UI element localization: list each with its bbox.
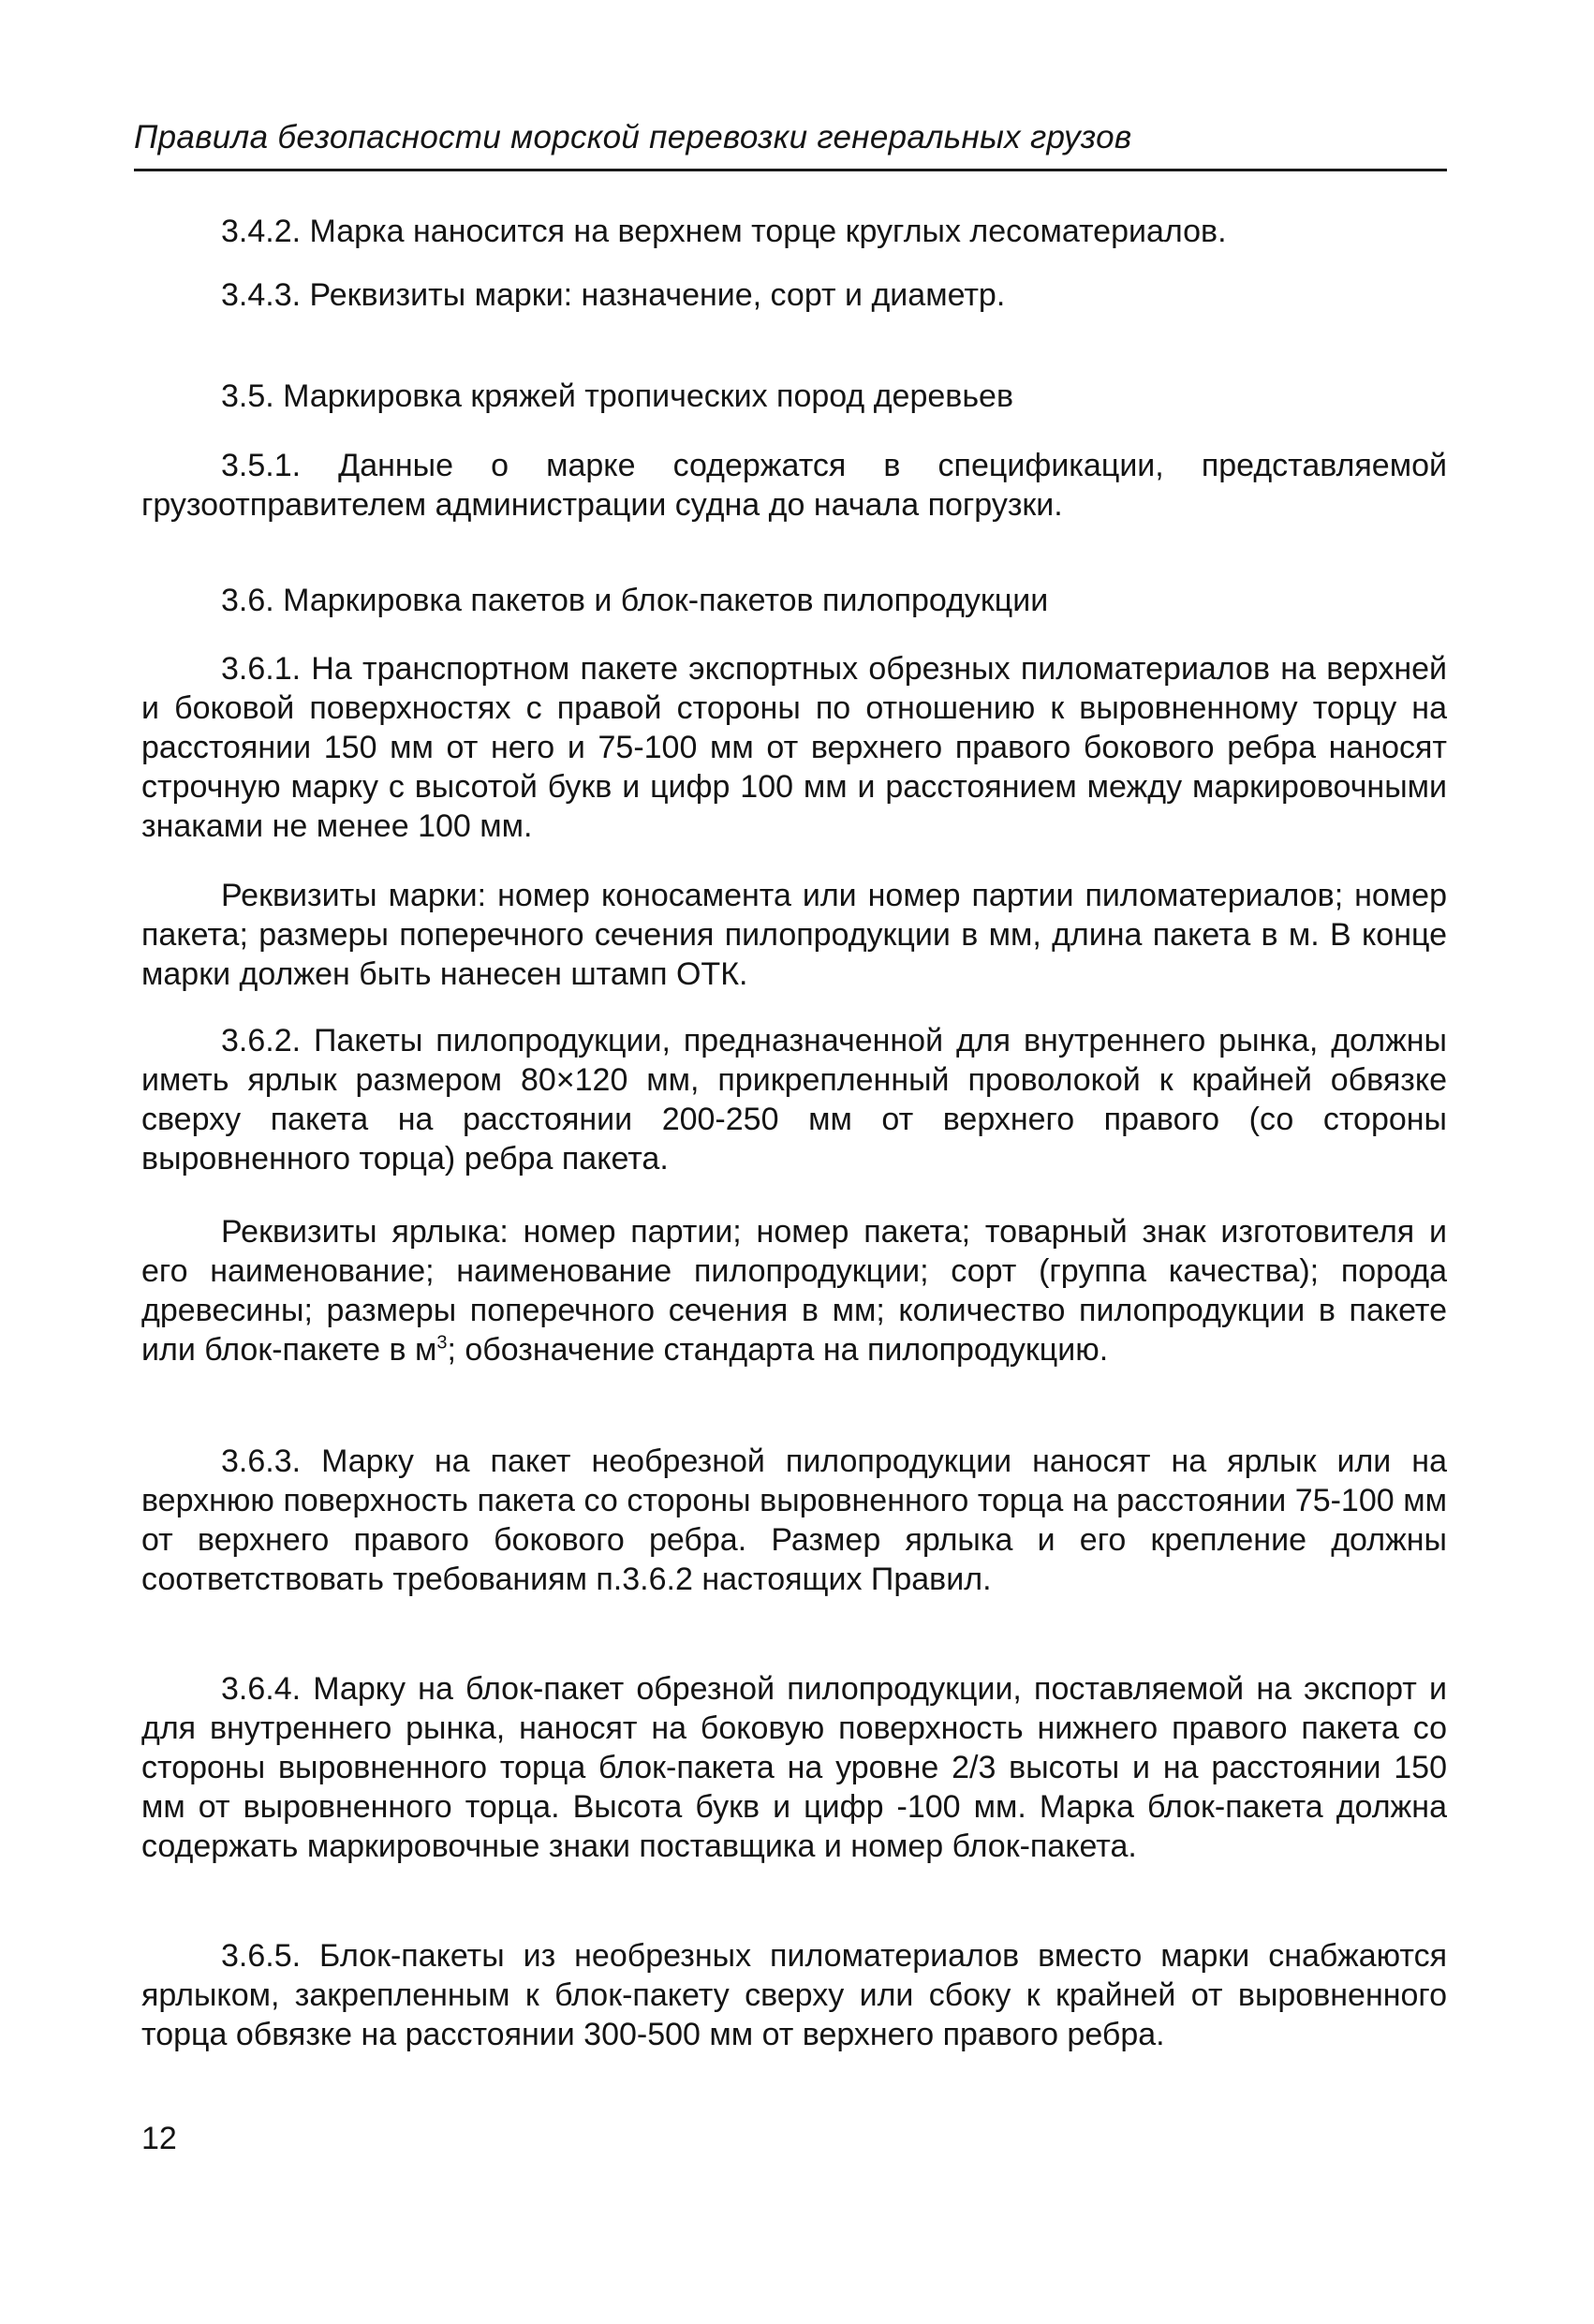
paragraph-3-6-1	[141, 649, 1447, 846]
paragraph-3-6-1-requisites	[141, 876, 1447, 994]
section-heading: 3.5. Маркировка кряжей тропических пород деревьев	[221, 378, 1014, 414]
paragraph-text-part: Реквизиты ярлыка: номер партии; номер пакета; товарный знак изготовителя и его наименование; наименование пилопродукции; сорт (группа качества); порода древесины; размеры поперечного сечения в мм; количество пилопродукции в пакете или блок-пакете в м	[141, 1214, 1447, 1368]
paragraph-3-6-2	[141, 1021, 1447, 1178]
section-heading-3-5	[141, 377, 1447, 416]
running-header-title: Правила безопасности морской перевозки генеральных грузов	[134, 119, 1132, 155]
section-heading-3-6	[141, 581, 1447, 620]
paragraph-text: 3.4.2. Марка наносится на верхнем торце круглых лесоматериалов.	[221, 214, 1227, 249]
paragraph-text: 3.6.4. Марку на блок-пакет обрезной пилопродукции, поставляемой на экспорт и для внутреннего рынка, наносят на боковую поверхность нижнего правого пакета со стороны выровненного торца блок-пакета на уровне 2/3 высоты и на расстоянии 150 мм от выровненного торца. Высота букв и цифр -100 мм. Марка блок-пакета должна содержать маркировочные знаки поставщика и номер блок-пакета.	[141, 1671, 1447, 1864]
running-header	[134, 111, 1447, 171]
paragraph-3-6-2-requisites	[141, 1212, 1447, 1369]
paragraph-3-6-3	[141, 1442, 1447, 1599]
paragraph-3-5-1	[141, 446, 1447, 525]
paragraph-text	[141, 1212, 1447, 1369]
paragraph-text: Реквизиты марки: номер коносамента или номер партии пиломатериалов; номер пакета; размеры поперечного сечения пилопродукции в мм, длина пакета в м. В конце марки должен быть нанесен штамп ОТК.	[141, 878, 1447, 992]
paragraph-text-part: ; обозначение стандарта на пилопродукцию.	[447, 1332, 1109, 1368]
paragraph-text: 3.6.1. На транспортном пакете экспортных обрезных пиломатериалов на верхней и боковой поверхностях с правой стороны по отношению к выровненному торцу на расстоянии 150 мм от него и 75-100 мм от верхнего правого бокового ребра наносят строчную марку с высотой букв и цифр 100 мм и расстоянием между маркировочными знаками не менее 100 мм.	[141, 651, 1447, 844]
paragraph-3-6-4	[141, 1669, 1447, 1866]
paragraph-text: 3.6.5. Блок-пакеты из необрезных пиломатериалов вместо марки снабжаются ярлыком, закрепленным к блок-пакету сверху или сбоку к крайней от выровненного торца обвязке на расстоянии 300-500 мм от верхнего правого ребра.	[141, 1938, 1447, 2052]
paragraph-3-4-2	[141, 212, 1447, 251]
paragraph-text: 3.5.1. Данные о марке содержатся в спецификации, представляемой грузоотправителем администрации судна до начала погрузки.	[141, 448, 1447, 523]
paragraph-text: 3.4.3. Реквизиты марки: назначение, сорт и диаметр.	[221, 277, 1006, 313]
section-heading: 3.6. Маркировка пакетов и блок-пакетов пилопродукции	[221, 583, 1049, 618]
paragraph-text: 3.6.2. Пакеты пилопродукции, предназначенной для внутреннего рынка, должны иметь ярлык размером 80×120 мм, прикрепленный проволокой к крайней обвязке сверху пакета на расстоянии 200-250 мм от верхнего правого (со стороны выровненного торца) ребра пакета.	[141, 1023, 1447, 1177]
paragraph-text: 3.6.3. Марку на пакет необрезной пилопродукции наносят на ярлык или на верхнюю поверхность пакета со стороны выровненного торца на расстоянии 75-100 мм от верхнего правого бокового ребра. Размер ярлыка и его крепление должны соответствовать требованиям п.3.6.2 настоящих Правил.	[141, 1443, 1447, 1597]
superscript-cube: 3	[436, 1332, 448, 1354]
paragraph-3-4-3	[141, 275, 1447, 315]
paragraph-3-6-5	[141, 1936, 1447, 2054]
page-number: 12	[141, 2121, 177, 2156]
